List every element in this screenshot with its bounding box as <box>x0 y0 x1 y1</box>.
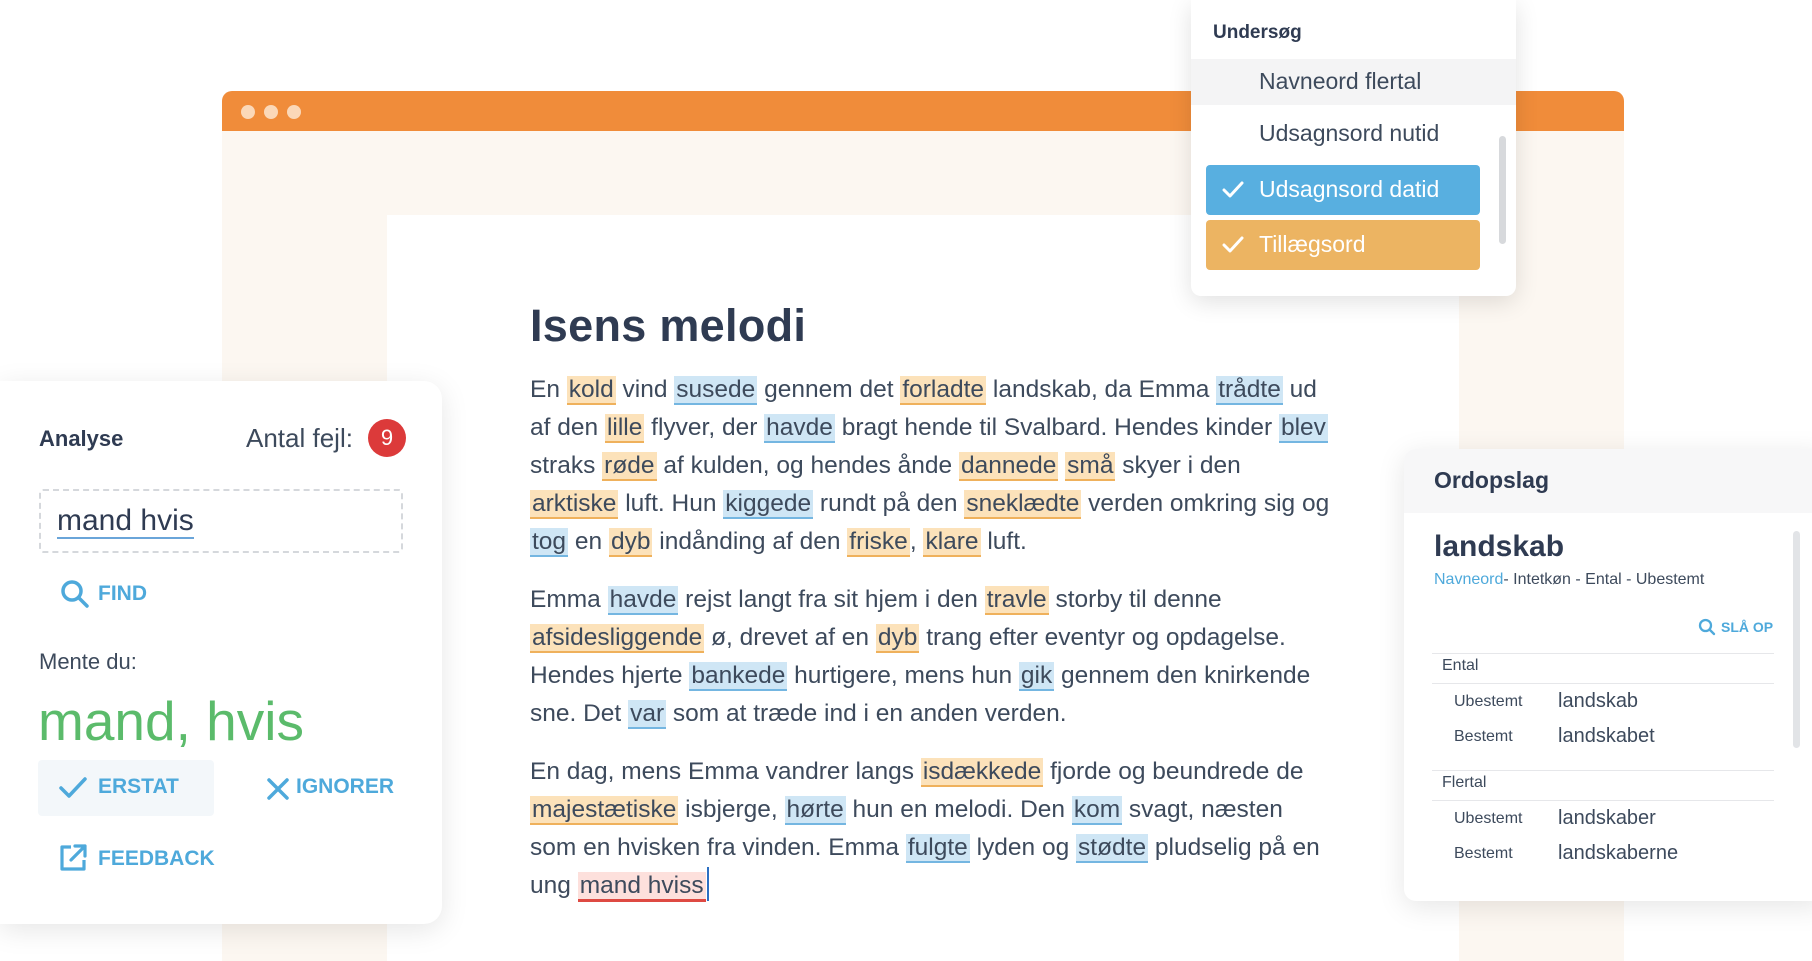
highlighted-verb[interactable]: susede <box>676 376 756 403</box>
text-segment: pludselig på en ung <box>530 834 1320 899</box>
dropdown-title: Undersøg <box>1213 22 1302 43</box>
text-segment: flyver, der <box>644 414 765 441</box>
highlighted-verb[interactable]: tog <box>532 528 567 555</box>
find-button[interactable] <box>60 579 170 611</box>
text-segment: fjorde og beundrede de <box>1043 758 1304 785</box>
text-segment: Emma <box>530 586 608 613</box>
analyse-panel <box>0 381 442 924</box>
dropdown-item-label: Udsagnsord datid <box>1259 176 1440 202</box>
highlighted-verb[interactable]: kom <box>1073 796 1121 823</box>
dropdown-item-verbs-past[interactable] <box>1206 165 1480 215</box>
paragraph <box>530 581 1330 733</box>
dropdown-item-verbs-present[interactable] <box>1191 111 1516 157</box>
replace-button-label: ERSTAT <box>98 775 179 798</box>
word-lookup-panel <box>1404 449 1812 901</box>
dropdown-item-nouns-plural[interactable] <box>1191 59 1516 105</box>
highlighted-adjective[interactable]: lille <box>606 414 643 441</box>
word-lookup-title: Ordopslag <box>1434 467 1550 493</box>
highlighted-adjective[interactable]: friske <box>849 528 908 555</box>
feedback-button-label: FEEDBACK <box>98 847 215 870</box>
paragraph <box>530 371 1330 561</box>
dropdown-item-label: Tillægsord <box>1259 231 1366 257</box>
text-segment: hun en melodi. Den <box>845 796 1072 823</box>
highlighted-verb[interactable]: trådte <box>1218 376 1281 403</box>
search-input-value: mand hvis <box>57 504 194 537</box>
section-plural: Flertal <box>1442 774 1487 791</box>
divider <box>1432 800 1774 801</box>
window-dot <box>264 105 278 119</box>
text-segment: en <box>568 528 609 555</box>
highlighted-verb[interactable]: hørte <box>786 796 844 823</box>
find-button-label: FIND <box>98 582 147 605</box>
text-segment: , <box>909 528 924 555</box>
form-label: Ubestemt <box>1454 693 1523 710</box>
text-segment: storby til denne <box>1048 586 1222 613</box>
form-value: landskab <box>1558 690 1639 712</box>
form-value: landskaber <box>1558 807 1656 829</box>
form-label: Bestemt <box>1454 845 1513 862</box>
highlighted-verb[interactable]: gik <box>1020 662 1053 689</box>
highlighted-verb[interactable]: var <box>630 700 665 727</box>
section-singular: Ental <box>1442 657 1479 674</box>
text-segment: trang efter eventyr og opdagelse. Hendes hjerte <box>530 624 1286 689</box>
check-icon <box>1222 179 1244 206</box>
text-segment: gennem det <box>757 376 901 403</box>
text-segment: som at træde ind i en anden verden. <box>666 700 1067 727</box>
paragraph <box>530 753 1330 905</box>
highlighted-adjective[interactable]: majestætiske <box>532 796 677 823</box>
highlighted-verb[interactable]: kiggede <box>725 490 812 517</box>
highlighted-adjective[interactable]: dyb <box>877 624 918 651</box>
text-segment: straks <box>530 452 603 479</box>
ignore-button[interactable] <box>266 774 406 804</box>
text-segment: isbjerge, <box>678 796 785 823</box>
word-lookup-header <box>1404 449 1812 513</box>
text-segment: En dag, mens Emma vandrer langs <box>530 758 921 785</box>
highlighted-adjective[interactable]: sneklædte <box>966 490 1080 517</box>
text-segment: gennem den knirkende sne. Det <box>530 662 1311 727</box>
lookup-button-label: SLÅ OP <box>1721 619 1774 635</box>
text-segment: landskab, da Emma <box>986 376 1217 403</box>
highlighted-adjective[interactable]: travle <box>986 586 1047 613</box>
document-body[interactable] <box>530 371 1330 925</box>
dropdown-scrollbar[interactable] <box>1499 136 1506 244</box>
text-segment: rundt på den <box>813 490 965 517</box>
text-segment: luft. <box>980 528 1027 555</box>
spelling-error[interactable]: mand hviss <box>578 872 706 902</box>
document-title: Isens melodi <box>530 300 807 351</box>
highlighted-adjective[interactable]: kold <box>568 376 614 403</box>
text-segment: En <box>530 376 567 403</box>
highlighted-adjective[interactable]: forladte <box>902 376 985 403</box>
form-value: landskaberne <box>1558 842 1679 864</box>
dropdown-item-adjectives[interactable] <box>1206 220 1480 270</box>
divider <box>1432 683 1774 684</box>
divider <box>1432 770 1774 771</box>
text-segment: luft. Hun <box>618 490 724 517</box>
highlighted-verb[interactable]: bankede <box>691 662 786 689</box>
form-label: Ubestemt <box>1454 810 1523 827</box>
dropdown-item-label: Navneord flertal <box>1259 68 1422 94</box>
text-segment: rejst langt fra sit hjem i den <box>678 586 985 613</box>
text-segment: af kulden, og hendes ånde <box>656 452 959 479</box>
text-segment: bragt hende til Svalbard. Hendes kinder <box>834 414 1279 441</box>
ignore-button-label: IGNORER <box>296 775 395 798</box>
analysis-dropdown <box>1191 0 1516 296</box>
search-input[interactable] <box>39 489 403 553</box>
highlighted-adjective[interactable]: små <box>1067 452 1114 479</box>
window-dot <box>287 105 301 119</box>
error-count-label: Antal fejl: <box>246 423 353 453</box>
check-icon <box>1222 234 1244 261</box>
text-segment: indånding af den <box>652 528 848 555</box>
highlighted-adjective[interactable]: isdækkede <box>922 758 1042 785</box>
highlighted-adjective[interactable]: dyb <box>610 528 651 555</box>
highlighted-verb[interactable]: fulgte <box>907 834 968 861</box>
divider <box>1432 653 1774 654</box>
highlighted-verb[interactable]: blev <box>1280 414 1326 441</box>
lookup-word: landskab <box>1434 530 1565 563</box>
word-class-link[interactable]: Navneord <box>1434 571 1504 588</box>
suggestion-text[interactable]: mand, hvis <box>38 690 304 752</box>
text-segment: verden omkring sig og <box>1081 490 1330 517</box>
text-segment: hurtigere, mens hun <box>787 662 1019 689</box>
word-grammar-info <box>1434 571 1704 589</box>
highlighted-verb[interactable]: stødte <box>1078 834 1147 861</box>
error-count-badge: 9 <box>368 419 406 457</box>
text-segment: skyer i den <box>1115 452 1241 479</box>
form-value: landskabet <box>1558 725 1655 747</box>
window-dot <box>241 105 255 119</box>
form-label: Bestemt <box>1454 728 1513 745</box>
suggestion-label: Mente du: <box>39 649 137 674</box>
highlighted-adjective[interactable]: afsidesliggende <box>532 624 703 651</box>
text-segment: ud af den <box>530 376 1317 441</box>
lookup-button[interactable] <box>1698 619 1788 639</box>
feedback-button[interactable] <box>58 843 228 875</box>
word-grammar-details: - Intetkøn - Ental - Ubestemt <box>1503 571 1705 588</box>
text-cursor <box>707 867 709 901</box>
analyse-title: Analyse <box>39 426 124 451</box>
word-lookup-scrollbar[interactable] <box>1793 531 1800 748</box>
highlighted-adjective[interactable]: klare <box>925 528 979 555</box>
highlighted-adjective[interactable]: dannede <box>960 452 1057 479</box>
text-segment: svagt, næsten som en hvisken fra vinden. Emma <box>530 796 1283 861</box>
text-segment: vind <box>615 376 675 403</box>
highlighted-verb[interactable]: havde <box>766 414 833 441</box>
text-segment: lyden og <box>969 834 1077 861</box>
highlighted-verb[interactable]: havde <box>609 586 677 613</box>
highlighted-adjective[interactable]: røde <box>604 452 655 479</box>
replace-button[interactable] <box>38 760 214 816</box>
highlighted-adjective[interactable]: arktiske <box>532 490 617 517</box>
dropdown-item-label: Udsagnsord nutid <box>1259 120 1440 146</box>
text-segment: ø, drevet af en <box>704 624 876 651</box>
